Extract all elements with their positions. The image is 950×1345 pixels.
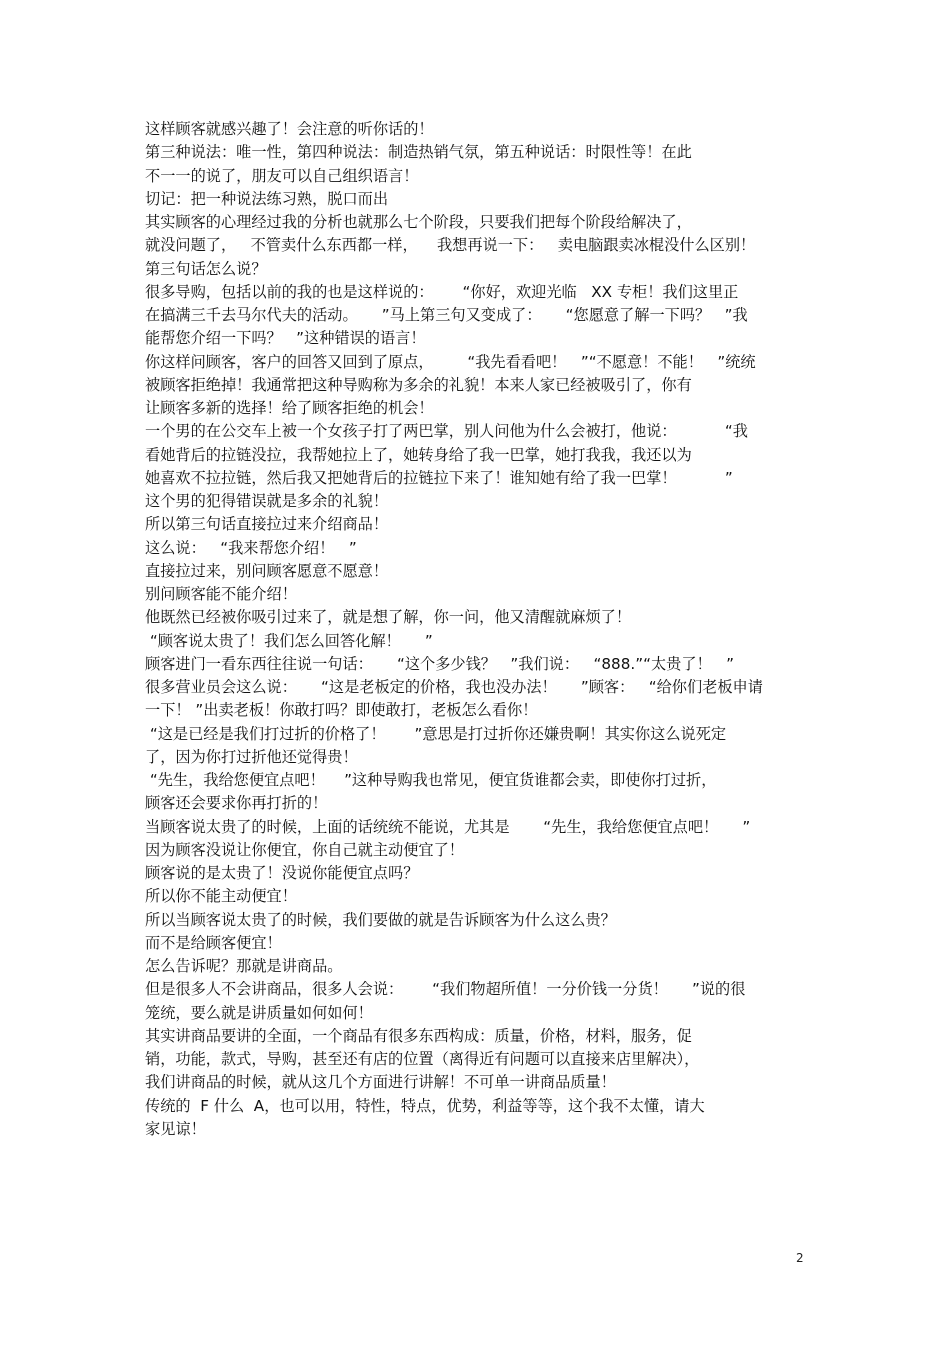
- text-line: 家见谅！: [145, 1119, 206, 1138]
- text-line: 她喜欢不拉拉链，然后我又把她背后的拉链拉下来了！谁知她有给了我一巴掌！ ”: [145, 468, 733, 487]
- text-line: 看她背后的拉链没拉，我帮她拉上了，她转身给了我一巴掌，她打我我，我还以为: [145, 445, 692, 464]
- text-line: 很多营业员会这么说： “这是老板定的价格，我也没办法！ ”顾客： “给你们老板申请: [145, 678, 763, 696]
- text-line: 了，因为你打过折他还觉得贵！: [145, 747, 358, 766]
- text-line: 让顾客多新的选择！给了顾客拒绝的机会！: [145, 399, 434, 417]
- text-line: 被顾客拒绝掉！我通常把这种导购称为多余的礼貌！本来人家已经被吸引了，你有: [145, 375, 692, 394]
- text-line: 一个男的在公交车上被一个女孩子打了两巴掌，别人问他为什么会被打，他说： “我: [145, 422, 748, 441]
- text-line: “这是已经是我们打过折的价格了！ ”意思是打过折你还嫌贵啊！其实你这么说死定: [145, 724, 727, 743]
- text-line: 但是很多人不会讲商品，很多人会说： “我们物超所值！一分价钱一分货！ ”说的很: [145, 980, 746, 999]
- text-line: 这样顾客就感兴趣了！会注意的听你话的！: [145, 120, 434, 138]
- text-line: “顾客说太贵了！我们怎么回答化解！ ”: [145, 631, 433, 650]
- text-line: 这么说： “我来帮您介绍！ ”: [145, 538, 357, 557]
- text-line: 销，功能，款式，导购，甚至还有店的位置（离得近有问题可以直接来店里解决），: [145, 1050, 700, 1068]
- text-line: 第三种说法：唯一性，第四种说法：制造热销气氛，第五种说话：时限性等！在此: [145, 143, 692, 162]
- page-number: 2: [796, 1251, 804, 1265]
- text-line: 在搞满三千去马尔代夫的活动。 ”马上第三句又变成了： “您愿意了解一下吗？ ”我: [145, 306, 748, 324]
- text-line: 因为顾客没说让你便宜，你自己就主动便宜了！: [145, 840, 464, 859]
- text-line: 所以你不能主动便宜！: [145, 887, 297, 906]
- text-line: 所以当顾客说太贵了的时候，我们要做的就是告诉顾客为什么这么贵？: [145, 910, 616, 929]
- text-line: 他既然已经被你吸引过来了，就是想了解，你一问，他又清醒就麻烦了！: [145, 608, 631, 627]
- text-line: 其实顾客的心理经过我的分析也就那么七个阶段，只要我们把每个阶段给解决了，: [145, 213, 692, 231]
- text-line: 别问顾客能不能介绍！: [145, 585, 297, 603]
- text-line: 而不是给顾客便宜！: [145, 933, 282, 952]
- text-line: 怎么告诉呢？那就是讲商品。: [145, 957, 343, 975]
- text-line: 你这样问顾客，客户的回答又回到了原点， “我先看看吧！ ”“不愿意！不能！ ”统统: [145, 352, 756, 371]
- text-line: 顾客还会要求你再打折的！: [145, 794, 328, 813]
- text-line: 就没问题了， 不管卖什么东西都一样， 我想再说一下： 卖电脑跟卖冰棍没什么区别！: [145, 236, 756, 255]
- text-line: 不一一的说了，朋友可以自己组织语言！: [145, 166, 419, 185]
- text-line: 所以第三句话直接拉过来介绍商品！: [145, 515, 388, 534]
- text-line: 第三句话怎么说？: [145, 259, 267, 278]
- text-line: 其实讲商品要讲的全面，一个商品有很多东西构成：质量，价格，材料，服务，促: [145, 1026, 692, 1045]
- text-line: 当顾客说太贵了的时候，上面的话统统不能说，尤其是 “先生，我给您便宜点吧！ ”: [145, 817, 751, 836]
- text-line: 顾客进门一看东西往往说一句话： “这个多少钱？ ”我们说： “888.”“太贵了！ ”: [145, 654, 735, 673]
- text-line: 顾客说的是太贵了！没说你能便宜点吗？: [145, 864, 419, 882]
- body-text: [145, 118, 825, 1141]
- text-line: 直接拉过来，别问顾客愿意不愿意！: [145, 561, 388, 580]
- text-line: “先生，我给您便宜点吧！ ”这种导购我也常见，便宜货谁都会卖，即使你打过折，: [145, 771, 717, 789]
- text-line: 笼统，要么就是讲质量如何如何！: [145, 1003, 373, 1022]
- text-line: 能帮您介绍一下吗？ ”这种错误的语言！: [145, 329, 426, 348]
- text-line: 切记：把一种说法练习熟，脱口而出: [145, 189, 388, 208]
- text-line: 传统的 F 什么 A，也可以用，特性，特点，优势，利益等等，这个我不太懂，请大: [145, 1096, 705, 1115]
- text-line: 这个男的犯得错误就是多余的礼貌！: [145, 492, 388, 510]
- text-line: 很多导购，包括以前的我的也是这样说的： “你好，欢迎光临 XX 专柜！我们这里正: [145, 282, 739, 301]
- text-line: 一下！ ”出卖老板！你敢打吗？即使敢打，老板怎么看你！: [145, 701, 538, 720]
- text-line: 我们讲商品的时候，就从这几个方面进行讲解！不可单一讲商品质量！: [145, 1073, 616, 1092]
